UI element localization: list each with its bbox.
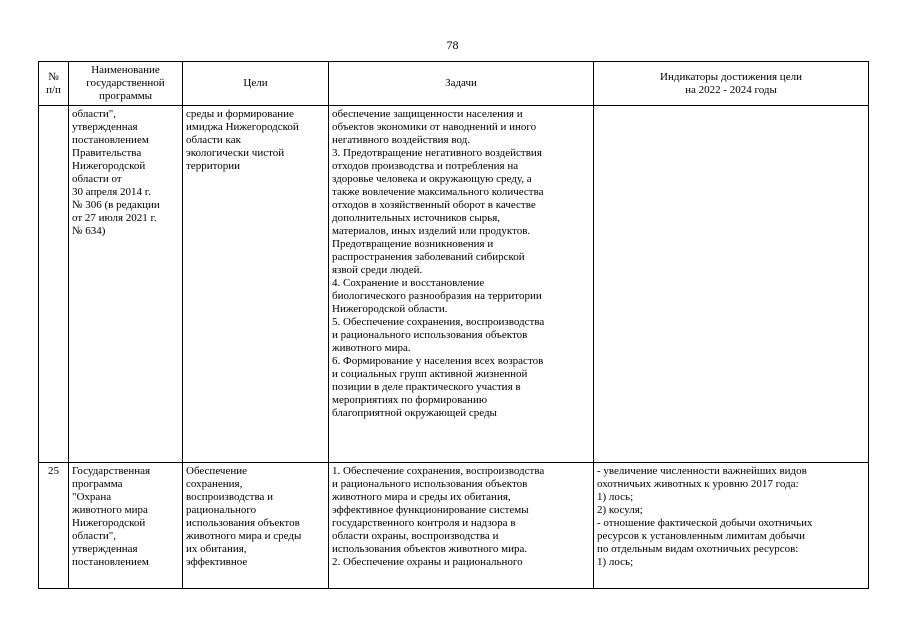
header-num: № п/п <box>39 62 69 106</box>
header-indicators: Индикаторы достижения цели на 2022 - 2024 годы <box>594 62 869 106</box>
table-row <box>39 463 869 589</box>
table-row <box>39 106 869 463</box>
header-program: Наименование государственной программы <box>69 62 183 106</box>
header-goals: Цели <box>183 62 329 106</box>
cell-goals: Обеспечение сохранения, воспроизводства и рационального использования объектов животного мира и среды их обитания, эффективное <box>183 463 329 589</box>
cell-goals: среды и формирование имиджа Нижегородской области как экологически чистой территории <box>183 106 329 463</box>
table-header-row <box>39 62 869 106</box>
cell-program: области", утвержденная постановлением Правительства Нижегородской области от 30 апреля 2014 г. № 306 (в редакции от 27 июля 2021 г. № 634) <box>69 106 183 463</box>
cell-num <box>39 106 69 463</box>
cell-tasks: обеспечение защищенности населения и объектов экономики от наводнений и иного негативного воздействия вод. 3. Предотвращение негативного воздействия отходов производства и потребления на здоровье человека и окружающую среду, а также вовлечение максимального количества отходов в хозяйственный оборот в качестве дополнительных источников сырья, материалов, иных изделий или продуктов. Предотвращение возникновения и распространения заболеваний сибирской язвой среди людей. 4. Сохранение и восстановление биологического разнообразия на территории Нижегородской области. 5. Обеспечение сохранения, воспроизводства и рационального использования объектов животного мира. 6. Формирование у населения всех возрастов и социальных групп активной жизненной позиции в деле практического участия в мероприятиях по формированию благоприятной окружающей среды <box>329 106 594 463</box>
cell-program: Государственная программа "Охрана животного мира Нижегородской области", утвержденная постановлением <box>69 463 183 589</box>
page-number: 78 <box>446 38 459 52</box>
header-tasks: Задачи <box>329 62 594 106</box>
cell-tasks: 1. Обеспечение сохранения, воспроизводства и рационального использования объектов животного мира и среды их обитания, эффективное функционирование системы государственного контроля и надзора в области охраны, воспроизводства и использования объектов животного мира. 2. Обеспечение охраны и рационального <box>329 463 594 589</box>
cell-num: 25 <box>39 463 69 589</box>
programs-table <box>38 61 869 589</box>
cell-indicators <box>594 106 869 463</box>
cell-indicators: - увеличение численности важнейших видов охотничьих животных к уровню 2017 года: 1) лось; 2) косуля; - отношение фактической добычи охотничьих ресурсов к установленным лимитам добычи по отдельным видам охотничьих ресурсов: 1) лось; <box>594 463 869 589</box>
